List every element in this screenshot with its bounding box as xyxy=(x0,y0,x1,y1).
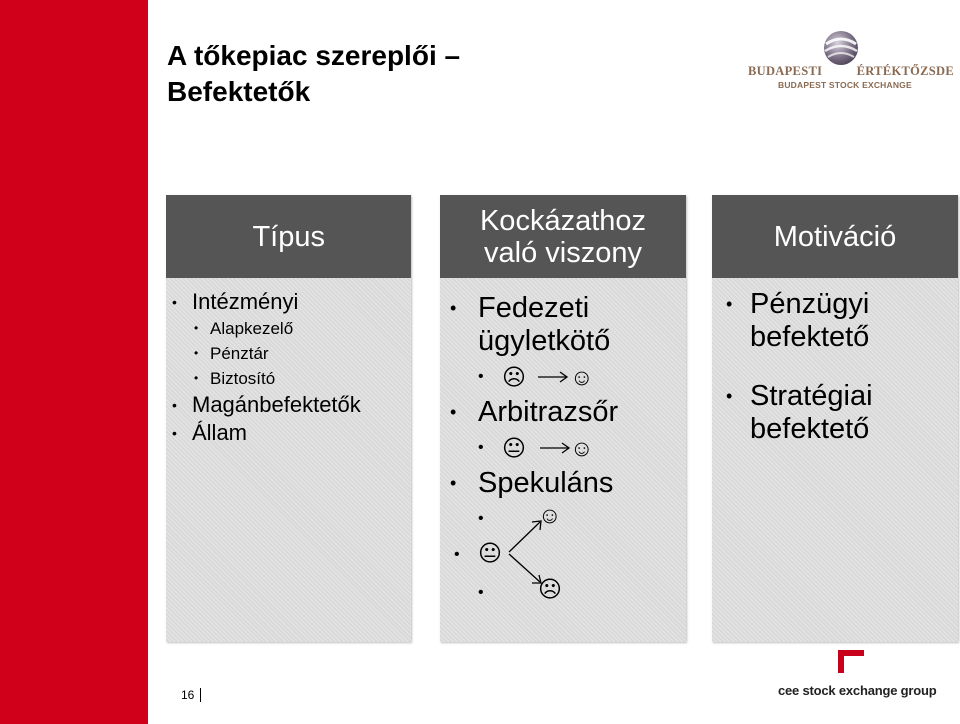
speculator-item xyxy=(440,467,686,500)
bse-name-right: ÉRTÉKTŐZSDE xyxy=(856,64,954,78)
bullet-icon: • xyxy=(194,346,199,360)
motivation-column xyxy=(712,195,958,642)
bse-name xyxy=(748,64,954,79)
sad-face-icon: ☹ xyxy=(538,576,562,602)
bse-subtitle: BUDAPEST STOCK EXCHANGE xyxy=(778,80,912,90)
list-item-text: Intézményi xyxy=(192,289,299,314)
hedger-faces-row xyxy=(440,358,686,396)
hedger-label-line1: Fedezeti xyxy=(478,292,590,324)
arbitrageur-item xyxy=(440,396,686,429)
list-item xyxy=(712,380,958,446)
risk-attitude-column-header xyxy=(440,195,686,278)
sad-face-icon: ☹ xyxy=(502,364,526,390)
slide-title-line2: Befektetők xyxy=(167,76,311,107)
smiley-face-icon: ☺ xyxy=(570,364,594,390)
list-item-text: befektető xyxy=(750,413,870,445)
arbitrageur-label: Arbitrazsőr xyxy=(478,396,619,428)
risk-header-line2: való viszony xyxy=(484,236,642,269)
bullet-icon: • xyxy=(478,510,484,527)
neutral-face-icon: 😐 xyxy=(478,540,502,566)
bullet-icon: • xyxy=(726,294,733,314)
cee-mark-icon xyxy=(838,650,864,673)
red-side-band xyxy=(0,0,148,724)
list-item-text: Biztosító xyxy=(210,369,276,388)
bullet-icon: • xyxy=(450,298,457,318)
list-item-text: Stratégiai xyxy=(750,380,873,412)
list-item xyxy=(166,316,411,341)
list-item xyxy=(166,288,411,316)
neutral-face-icon: 😐 xyxy=(502,435,526,461)
hedger-item xyxy=(440,292,686,358)
list-item-text: befektető xyxy=(750,321,870,353)
budapest-stock-exchange-logo xyxy=(742,28,954,98)
bullet-icon: • xyxy=(450,473,457,493)
cee-logo-text: cee stock exchange group xyxy=(778,683,937,698)
risk-attitude-column xyxy=(440,195,686,642)
bullet-icon: • xyxy=(478,439,484,456)
list-item-text: Alapkezelő xyxy=(210,319,294,338)
motivation-list xyxy=(712,278,958,446)
motivation-column-header: Motiváció xyxy=(712,195,958,278)
bullet-icon: • xyxy=(478,368,484,385)
smiley-face-icon: ☺ xyxy=(570,435,594,461)
hedger-label-line2: ügyletkötő xyxy=(478,325,611,357)
type-list xyxy=(166,278,411,447)
bullet-icon: • xyxy=(454,546,460,563)
list-item-text: Pénztár xyxy=(210,344,269,363)
risk-header-line1: Kockázathoz xyxy=(479,204,647,237)
list-item-text: Pénzügyi xyxy=(750,288,870,320)
bullet-icon: • xyxy=(478,584,484,601)
globe-logo-icon xyxy=(742,28,954,68)
list-item xyxy=(166,391,411,419)
list-item-text: Állam xyxy=(192,420,248,445)
arbitrageur-faces-row xyxy=(440,429,686,467)
bullet-icon: • xyxy=(172,294,177,310)
smiley-face-icon: ☺ xyxy=(538,502,562,528)
arrow-right-icon xyxy=(536,368,570,386)
risk-list xyxy=(440,278,686,614)
slide-title-line1: A tőkepiac szereplői – xyxy=(167,40,461,71)
bullet-icon: • xyxy=(172,425,177,441)
list-item xyxy=(166,419,411,447)
bullet-icon: • xyxy=(172,397,177,413)
list-item xyxy=(712,288,958,354)
list-item-text: Magánbefektetők xyxy=(192,392,361,417)
bullet-icon: • xyxy=(194,371,199,385)
list-item xyxy=(166,341,411,366)
speculator-faces xyxy=(440,500,686,614)
speculator-label: Spekuláns xyxy=(478,467,614,499)
type-column xyxy=(166,195,411,642)
bullet-icon: • xyxy=(450,402,457,422)
bullet-icon: • xyxy=(194,321,199,335)
cee-stock-exchange-group-logo xyxy=(776,648,936,702)
bullet-icon: • xyxy=(726,386,733,406)
slide-title xyxy=(167,38,460,110)
bse-name-left: BUDAPESTI xyxy=(748,64,823,78)
page-number: 16 xyxy=(181,688,201,702)
arrow-right-icon xyxy=(538,439,572,457)
list-item xyxy=(166,366,411,391)
type-column-header: Típus xyxy=(166,195,411,278)
